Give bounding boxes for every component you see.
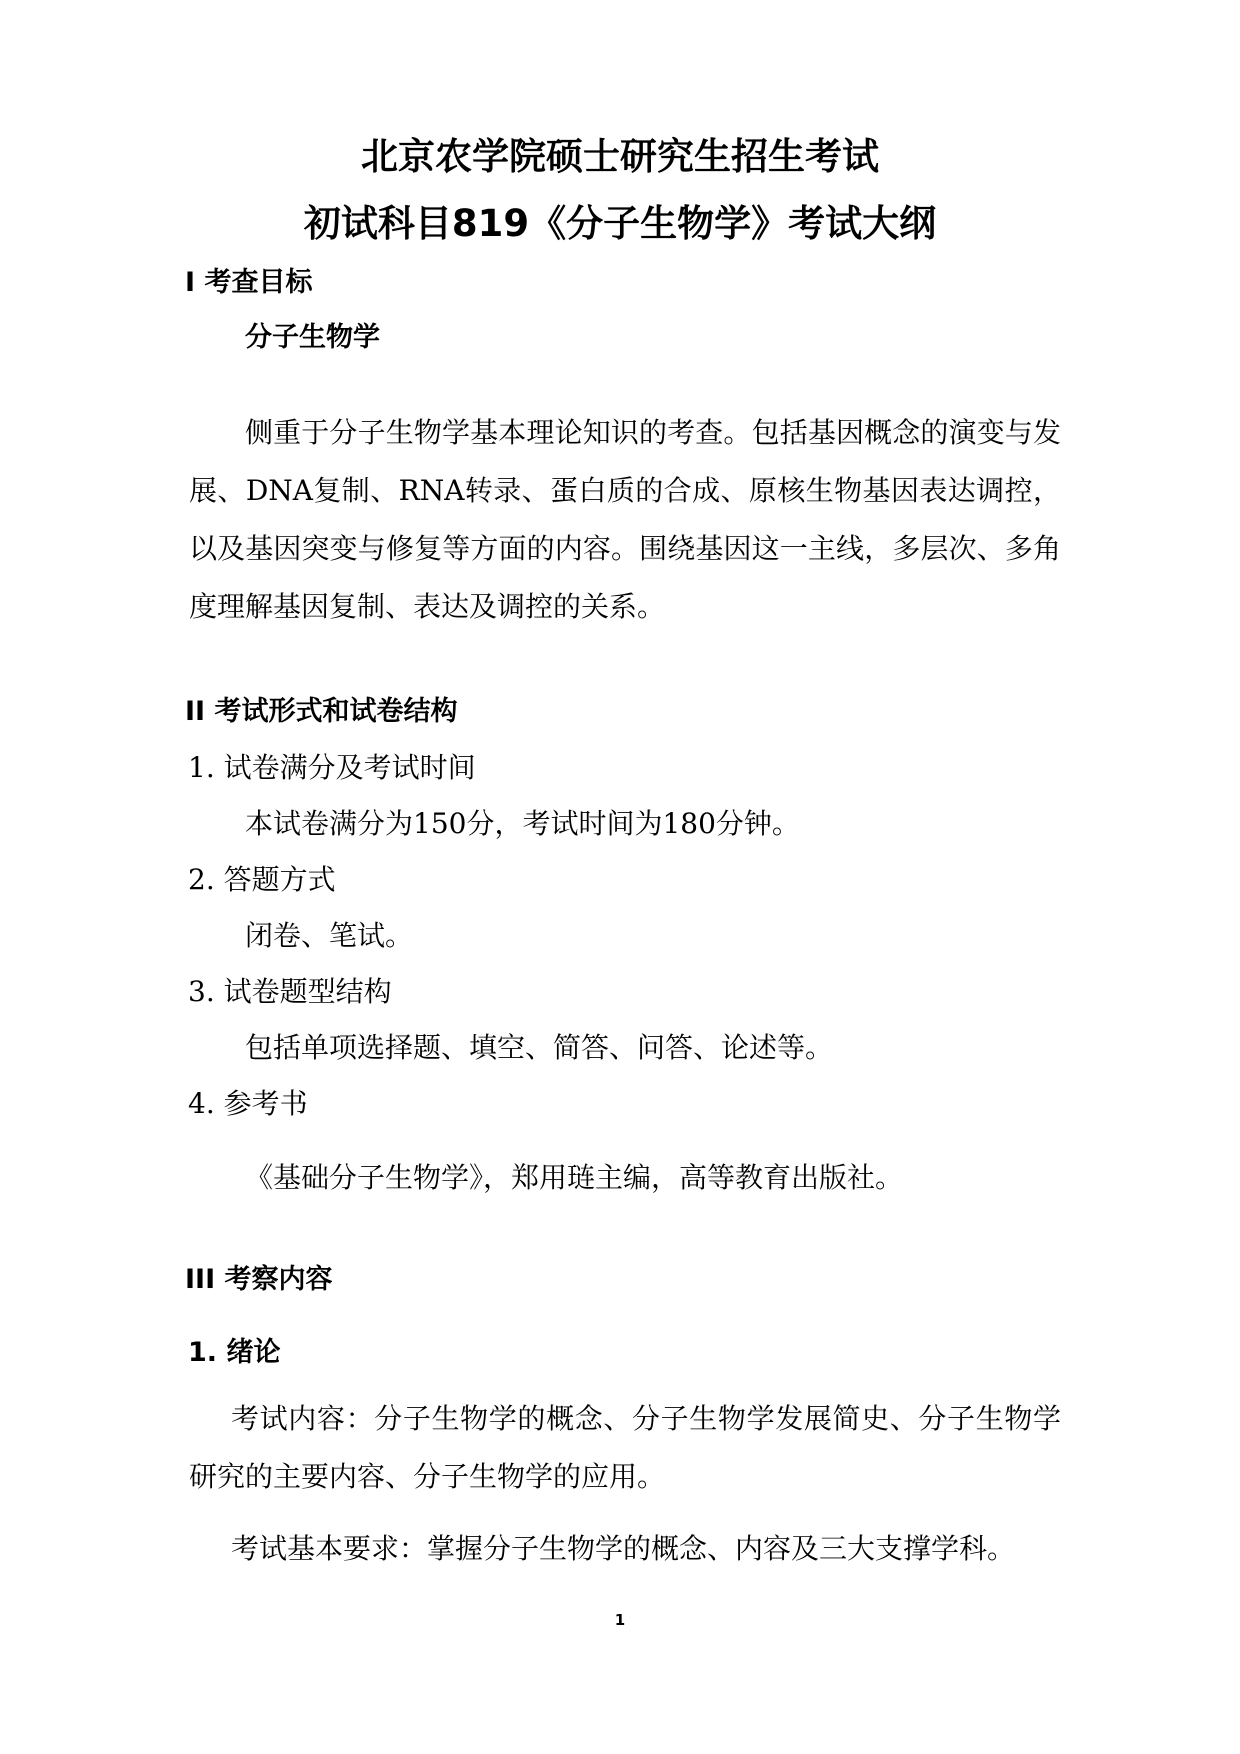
item-1-label: 1. 试卷满分及考试时间	[188, 751, 476, 784]
item-3-label: 3. 试卷题型结构	[188, 975, 392, 1008]
item-2-label: 2. 答题方式	[188, 863, 336, 896]
item-4-content: 《基础分子生物学》，郑用琏主编，高等教育出版社。	[245, 1161, 904, 1194]
section-1-heading: I 考查目标	[185, 267, 313, 298]
item-1-content: 本试卷满分为150分，考试时间为180分钟。	[245, 807, 800, 840]
item-3-content: 包括单项选择题、填空、简答、问答、论述等。	[245, 1031, 834, 1064]
item-2-content: 闭卷、笔试。	[245, 919, 414, 952]
chapter-1-basic-requirement: 考试基本要求：掌握分子生物学的概念、内容及三大支撑学科。	[231, 1532, 1016, 1565]
section-1-subheading: 分子生物学	[245, 322, 380, 353]
chapter-1-exam-content: 考试内容：分子生物学的概念、分子生物学发展简史、分子生物学研究的主要内容、分子生物学的应用。	[189, 1402, 1061, 1493]
section-3-heading: III 考察内容	[185, 1264, 333, 1295]
page-number: 1	[614, 1611, 626, 1629]
section-1-paragraph: 侧重于分子生物学基本理论知识的考查。包括基因概念的演变与发展、DNA复制、RNA转录、蛋白质的合成、原核生物基因表达调控，以及基因突变与修复等方面的内容。围绕基因这一主线，多层次、多角度理解基因复制、表达及调控的关系。	[189, 416, 1061, 623]
document-title-line2: 初试科目819《分子生物学》考试大纲	[303, 202, 937, 245]
chapter-1-heading: 1. 绪论	[188, 1337, 281, 1368]
section-2-heading: II 考试形式和试卷结构	[185, 696, 458, 727]
document-title-line1: 北京农学院硕士研究生招生考试	[361, 135, 879, 178]
item-4-label: 4. 参考书	[188, 1087, 308, 1120]
